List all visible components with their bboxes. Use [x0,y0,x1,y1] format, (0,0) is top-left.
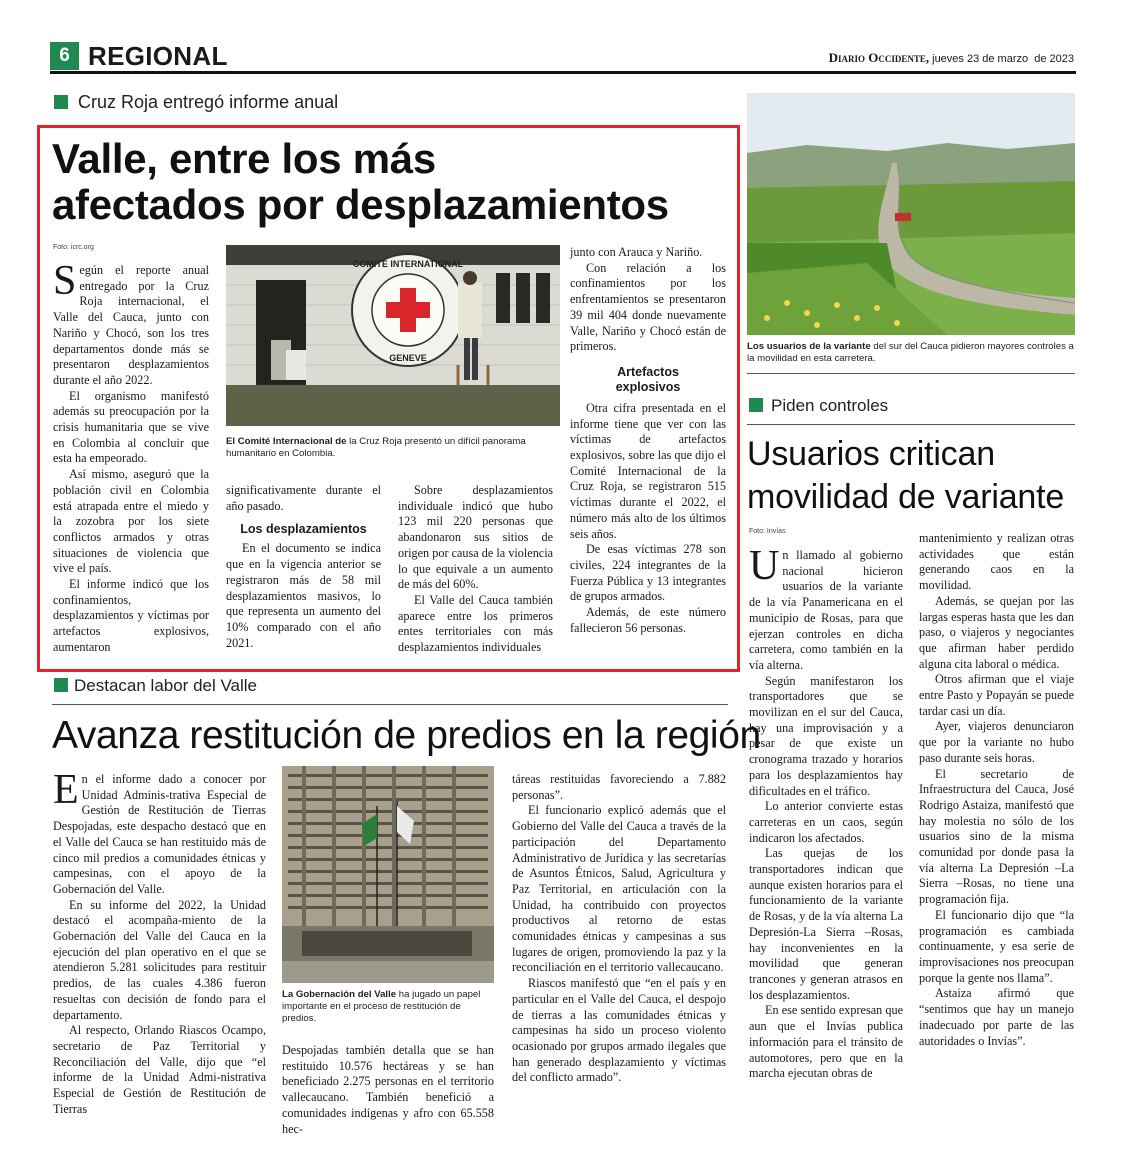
story2-column-3 [512,772,726,1086]
subheading-line: explosivos [615,379,681,394]
caption-bold: Los usuarios de la variante [747,341,871,352]
story3-paragraph: Otros afirman que el viaje entre Pasto y Popayán se puede tardar casi un día. [919,672,1074,718]
dropcap: U [749,543,780,589]
story3-paragraph: Lo anterior convierte estas carreteras en un caos, según indicaron los afectados. [749,799,903,845]
caption-rest: la Cruz Roja presentó un difícil panorama humanitario en Colombia. [226,436,526,459]
story1-column-2 [226,483,381,651]
story1-column-3 [398,483,553,656]
story1-kicker [54,91,338,113]
story2-column-1 [53,767,266,1117]
story2-paragraph: El funcionario explicó además que el Gobierno del Valle del Cauca a través de la participación del Departamento Administrativo de Jurídica y las secretarías de Asuntos Étnicos, Salud, Agricultura y Paz Territorial, en articulación con la Unidad, ha contribuido con proyectos productivos al retorno de estas comunidades étnicas y campesinas a sus lugares de origen, promoviendo la paz y la reconciliación en el territorio vallecaucano. [512,803,726,975]
story3-headline [747,433,1064,519]
story1-column-1 [53,258,209,656]
headline-line-1: Valle, entre los más [52,135,436,182]
headline-line-2: movilidad de variante [747,478,1065,516]
story3-paragraph: Ayer, viajeros denunciaron que por la variante no hubo paso durante seis horas. [919,719,1074,765]
story3-paragraph: Astaiza afirmó que “sentimos que hay un manejo inadecuado por parte de las autoridades o Invías”. [919,986,1074,1048]
story2-paragraph: En su informe del 2022, la Unidad destacó el acompaña-miento de la Gobernación del Valle del Cauca en la ejecución del plan operativo en el que se atendieron 5.281 solicitudes para restituir predios, de las cuales 4.386 fueron resueltas con decisión de fondo para el departamento. [53,897,266,1022]
story3-photo-caption [747,341,1075,365]
story2-paragraph: táreas restituidas favoreciendo a 7.882 personas”. [512,772,726,802]
subheading-line: Artefactos [617,364,679,379]
story3-rule-2 [747,424,1075,425]
road-photo-graphic [747,93,1075,335]
paragraph-text: n llamado al gobierno nacional hicieron usuarios de la variante de la vía Panamericana en el municipio de Rosas, para que ejerzan controles en dicha carretera, como también en la vía alterna. [749,548,903,672]
story2-kicker [54,675,257,696]
government-building-photo [282,766,494,983]
red-cross-photo [226,245,560,426]
kicker-text: Piden controles [771,396,889,415]
story2-paragraph: Riascos manifestó que “en el país y en particular en el Valle del Cauca, el despojo de tierras a las comunidades étnicas y campesinas ha sido un proceso violento ocasionado por grupos armado ilegales que han generado desplazamiento y víctimas del conflicto armado”. [512,976,726,1085]
story3-paragraph [749,543,903,674]
sign-top-text: COMITÉ INTERNATIONAL [352,259,464,269]
story1-column-4 [570,245,726,636]
story1-paragraph: Sobre desplazamientos individuale indicó que hubo 123 mil 220 personas que abandonaron sus sitios de origen por causa de la violencia lo que equivale a un aumento de más del 60%. [398,483,553,592]
story1-paragraph: En el documento se indica que en la vigencia anterior se registraron más de 58 mil desplazamientos masivos, lo que representa un aumento del 10% comparado con el año 2021. [226,541,381,650]
story3-column-2 [919,531,1074,1049]
building-photo-graphic [282,766,494,983]
caption-rest: del sur del Cauca pidieron mayores controles a la movilidad en esta carretera. [747,341,1074,364]
photo-credit: Foto: Invías [749,528,786,535]
photo-credit: Foto: icrc.org [53,244,94,251]
kicker-square-icon [54,678,68,692]
story3-paragraph: mantenimiento y realizan otras actividades que están generando caos en la movilidad. [919,531,1074,593]
story1-paragraph: El informe indicó que los confinamientos, desplazamientos y víctimas por artefactos explosivos, aumentaron [53,577,209,654]
story3-paragraph: Según manifestaron los transportadores que se movilizan en el sur del Cauca, hay una improvisación y a pesar de que existe un cronograma trazado y horarios para los desplazamientos hay dificultades en el tráfico. [749,673,903,798]
story1-paragraph: Así mismo, aseguró que la población civil en Colombia está atrapada entre el miedo y la zozobra por los siete conflictos armados y otras situaciones de violencia que vive el país. [53,467,209,576]
story1-paragraph: El Valle del Cauca también aparece entre los primeros entes territoriales con más desplazamientos individuales [398,592,553,655]
story1-paragraph: junto con Arauca y Nariño. [570,245,703,259]
story3-paragraph: El funcionario dijo que “la programación es cambiada continuamente, y esa serie de improvisaciones nos preocupan porque la gente nos llama”. [919,907,1074,985]
caption-bold: El Comité Internacional de [226,436,347,447]
red-cross-photo-graphic [226,245,560,426]
story3-paragraph: Las quejas de los transportadores indican que aunque existen horarios para el funcionamiento de la variante de Rosas, y de la vía alterna La Depresión-La Sierra –Rosas, hay inconvenientes en la movilidad que generan trancones y generan atrasos en los desplazamientos. [749,846,903,1002]
story3-rule [747,373,1075,374]
story2-paragraph: Al respecto, Orlando Riascos Ocampo, secretario de Paz Territorial y Reconciliación del Valle, dijo que “el informe de la Unidad Admi-nistrativa Especial de Gestión de Restitución de Tierras [53,1023,266,1116]
story1-paragraph: El organismo manifestó además su preocupación por la crisis humanitaria que se vive en Colombia al concluir que esta ha empeorado. [53,388,209,466]
story2-paragraph [53,767,266,898]
kicker-text: Cruz Roja entregó informe anual [78,92,339,112]
story2-photo-caption [282,989,494,1025]
story1-paragraph: significativamente durante el año pasado. [226,483,381,513]
story3-paragraph: En ese sentido expresan que aun que el Invías publica información para el tránsito de automotores, pero que en la marcha ejecutan obras de [749,1003,903,1081]
story1-subheading-2 [570,365,726,395]
story3-kicker [749,395,888,416]
story1-paragraph [53,258,209,389]
story1-subheading: Los desplazamientos [240,522,367,537]
story1-paragraph: Otra cifra presentada en el informe tiene que ver con las víctimas de artefactos explosivos, sobre las que dijo el Comité Internacional de la Cruz Roja, se registraron 515 víctimas durante el 2022, el número más alto de los últimos seis años. [570,400,726,541]
story1-photo-caption [226,436,560,460]
kicker-text: Destacan labor del Valle [74,676,258,695]
page-number: 6 [50,42,79,70]
story2-column-2 [282,1043,494,1137]
caption-rest: ha jugado un papel importante en el proceso de restitución de predios. [282,989,481,1024]
headline-line-2: afectados por desplazamientos [52,181,669,228]
story3-column-1 [749,543,903,1082]
masthead [50,40,1076,74]
kicker-square-icon [54,95,68,109]
story1-paragraph: De esas víctimas 278 son civiles, 224 integrantes de la Fuerza Pública y 13 integrantes de grupos armados. [570,542,726,604]
story2-headline: Avanza restitución de predios en la región [52,714,761,757]
story2-rule [52,704,728,705]
story2-paragraph: Despojadas también detalla que se han restituido 10.576 hectáreas y se han beneficiado 2.275 personas en el territorio vallecaucano. También benefició a comunidades indígenas y afro con 65.558 hec- [282,1043,494,1136]
caption-bold: La Gobernación del Valle [282,989,397,1000]
issue-date: jueves 23 de marzo de 2023 [932,53,1074,65]
story1-headline [52,136,669,228]
paragraph-text: egún el reporte anual entregado por la Cruz Roja internacional, el Valle del Cauca, junto con Nariño y Chocó, son los tres departamentos donde más se presentaron desplazamientos durante el año 2022. [53,263,209,387]
kicker-square-icon [749,398,763,412]
sign-bottom-text: GENEVE [389,353,427,363]
dropcap: E [53,767,79,813]
road-photo [747,93,1075,335]
headline-line-1: Usuarios critican [747,435,995,473]
dropcap: S [53,258,77,304]
story3-paragraph: El secretario de Infraestructura del Cauca, José Rodrigo Astaiza, manifestó que hay molestia no sólo de los usuarios sino de la misma comunidad por donde pasa la vía alterna La Depresión –La Sierra –Rosas, no tiene una programación fija. [919,766,1074,907]
paragraph-text: n el informe dado a conocer por Unidad Adminis-trativa Especial de Gestión de Restitución de Tierras Despojadas, este despacho destacó que en el Valle del Cauca se han restituido más de cinco mil predios a comunidades étnicas y campesinas, con el apoyo de la Gobernación del Valle. [53,772,266,896]
story3-paragraph: Además, se quejan por las largas esperas hasta que les dan paso, o viajeros y negociantes que afirman haber perdido alguna cita laboral o médica. [919,593,1074,671]
paper-name: Diario Occidente, [828,50,930,65]
story1-paragraph: Además, de este número fallecieron 56 personas. [570,605,726,635]
section-title: REGIONAL [88,41,228,71]
story1-paragraph: Con relación a los confinamientos por los enfrentamientos se presentaron 39 mil 404 donde nuevamente Valle, Nariño y Chocó están de primeros. [570,260,726,354]
paper-dateline [829,50,1074,66]
